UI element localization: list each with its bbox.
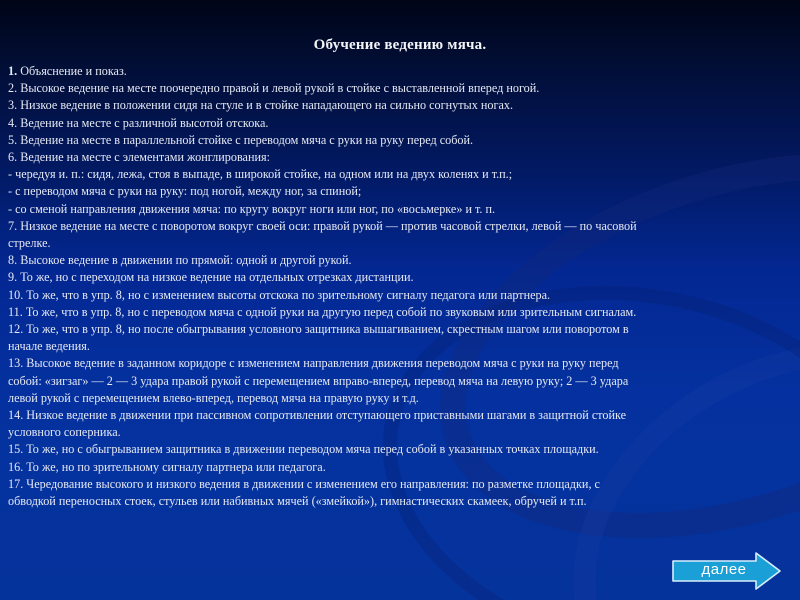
content-line: 15. То же, но с обыгрыванием защитника в движении переводом мяча перед собой в указанных точках площадки.: [8, 442, 599, 457]
content-line: стрелке.: [8, 236, 51, 251]
slide-title: Обучение ведению мяча.: [313, 37, 487, 53]
content-line: 16. То же, но по зрительному сигналу партнера или педагога.: [8, 459, 326, 474]
content-line: - чередуя и. п.: сидя, лежа, стоя в выпаде, в широкой стойке, на одном или на двух коленях и т.п.;: [8, 167, 513, 182]
content-line: 10. То же, что в упр. 8, но с изменением высоты отскока по зрительному сигналу педагога или партнера.: [8, 287, 551, 302]
content-line: 17. Чередование высокого и низкого ведения в движении с изменением его направления: по разметке площадки, с: [8, 476, 600, 491]
content-line: 8. Высокое ведение в движении по прямой: одной и другой рукой.: [8, 253, 352, 268]
content-line: 13. Высокое ведение в заданном коридоре с изменением направления движения переводом мяча с руки на руку перед: [8, 356, 619, 371]
content-line: 2. Высокое ведение на месте поочередно правой и левой рукой в стойке с выставленной вперед ногой.: [8, 81, 540, 96]
content-line: 7. Низкое ведение на месте с поворотом вокруг своей оси: правой рукой — против часовой стрелки, левой — по часовой: [8, 218, 637, 233]
content-line: 5. Ведение на месте в параллельной стойке с переводом мяча с руки на руку перед собой.: [8, 132, 474, 147]
content-line: обводкой переносных стоек, стульев или набивных мячей («змейкой»), гимнастических скамеек, обручей и т.п.: [8, 494, 587, 509]
content-line: левой рукой с перемещением влево-вперед, перевод мяча на правую руку и т.д.: [8, 390, 419, 405]
content-line: - со сменой направления движения мяча: по кругу вокруг ноги или ног, по «восьмерке» и т. п.: [8, 201, 496, 216]
next-button[interactable]: [672, 552, 782, 590]
slide-content: [8, 63, 793, 510]
content-line: собой: «зигзаг» — 2 — 3 удара правой рукой с перемещением вправо-вперед, перевод мяча на левую руку; 2 — 3 удара: [8, 373, 629, 388]
content-line: 6. Ведение на месте с элементами жонглирования:: [8, 150, 270, 165]
content-line: - с переводом мяча с руки на руку: под ногой, между ног, за спиной;: [8, 184, 362, 199]
content-line: 9. То же, но с переходом на низкое ведение на отдельных отрезках дистанции.: [8, 270, 414, 285]
next-button-label: далее: [701, 561, 747, 578]
content-line: 14. Низкое ведение в движении при пассивном сопротивлении отступающего приставными шагами в защитной стойке: [8, 408, 627, 423]
item-number: 1.: [8, 64, 18, 78]
content-line: начале ведения.: [8, 339, 90, 354]
content-line: 4. Ведение на месте с различной высотой отскока.: [8, 115, 269, 130]
content-line: условного соперника.: [8, 425, 121, 440]
content-line: 12. То же, что в упр. 8, но после обыгрывания условного защитника вышагиванием, скрестным шагом или поворотом в: [8, 322, 629, 337]
content-line: 3. Низкое ведение в положении сидя на стуле и в стойке нападающего на сильно согнутых ногах.: [8, 98, 514, 113]
content-line: 11. То же, что в упр. 8, но с переводом мяча с одной руки на другую перед собой по звуковым или зрительным сигналам.: [8, 304, 637, 319]
content-line: 1. Объяснение и показ.: [8, 64, 127, 78]
